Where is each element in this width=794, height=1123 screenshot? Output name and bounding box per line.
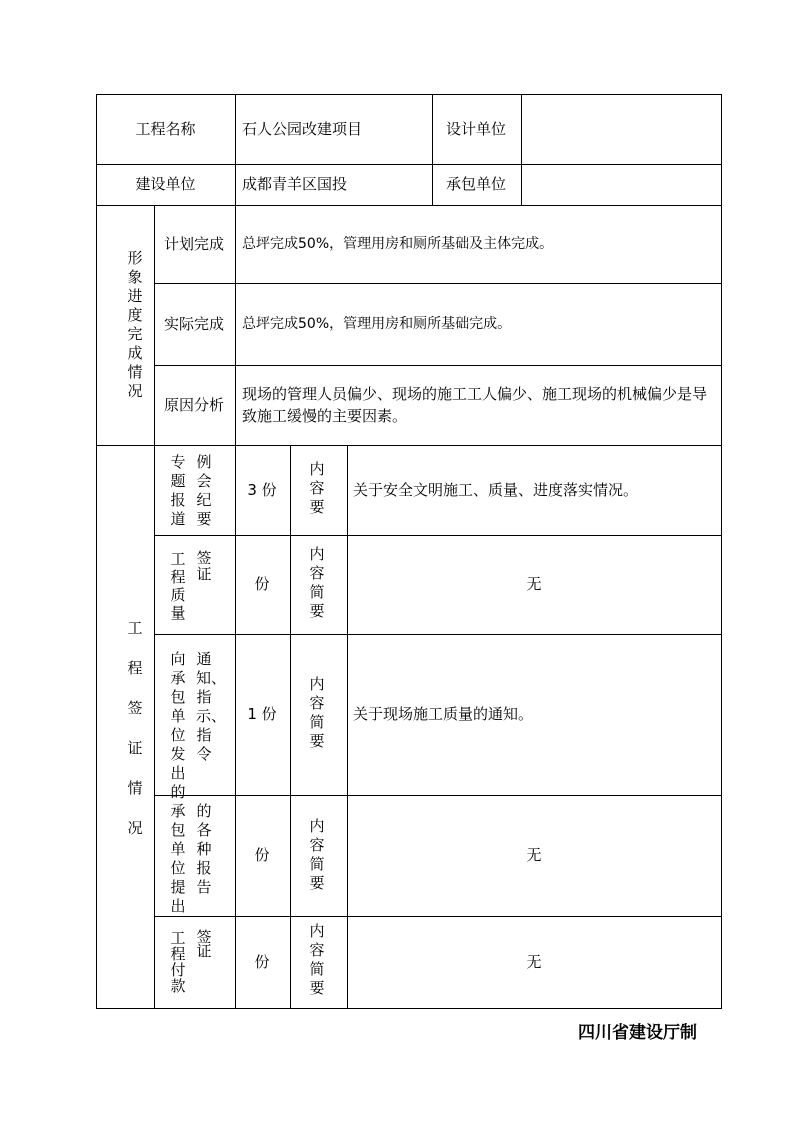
visa-row-label-a: 承包单位提出 bbox=[170, 802, 186, 915]
issuer-footer: 四川省建设厅制 bbox=[578, 1023, 697, 1043]
visa-row-label-b: 通知、指示、指令 bbox=[196, 650, 227, 763]
visa-row-content: 关于现场施工质量的通知。 bbox=[353, 705, 534, 723]
visa-row-label-a: 向承包单位发出的 bbox=[170, 650, 186, 801]
visa-row-count: 份 bbox=[254, 953, 270, 971]
col-divider bbox=[290, 445, 291, 1008]
planned-value: 总坪完成50%，管理用房和厕所基础及主体完成。 bbox=[242, 235, 554, 252]
visa-row-summary-label: 内容简要 bbox=[309, 675, 325, 750]
visa-row-content: 关于安全文明施工、质量、进度落实情况。 bbox=[353, 480, 639, 499]
planned-label: 计划完成 bbox=[163, 234, 224, 253]
visa-row-label-a: 专题报道 bbox=[170, 453, 186, 528]
visa-row-count: 份 bbox=[254, 575, 270, 593]
reason-value: 现场的管理人员偏少、现场的施工工人偏少、施工现场的机械偏少是导致施工缓慢的主要因素。 bbox=[242, 384, 708, 425]
actual-label: 实际完成 bbox=[163, 314, 224, 333]
visa-section-label: 工程签证情况 bbox=[127, 619, 143, 837]
visa-row-summary-label: 内容要 bbox=[309, 460, 325, 516]
visa-row-summary-label: 内容简要 bbox=[309, 545, 325, 620]
visa-row-label-a: 工程付款 bbox=[170, 929, 186, 995]
builder-label: 建设单位 bbox=[135, 175, 196, 193]
visa-row-summary-label: 内容简要 bbox=[309, 817, 325, 892]
visa-row-summary-label: 内容简要 bbox=[309, 922, 325, 997]
visa-row-label-b: 例会纪要 bbox=[196, 453, 212, 528]
visa-row-content: 无 bbox=[526, 846, 542, 864]
visa-row-label-b: 的各种报告 bbox=[196, 802, 212, 896]
contractor-label: 承包单位 bbox=[445, 175, 506, 193]
col-divider bbox=[235, 95, 236, 205]
visa-row-count: 份 bbox=[254, 846, 270, 864]
reason-label: 原因分析 bbox=[163, 395, 224, 414]
visa-row-label-b: 签 证 bbox=[196, 928, 212, 960]
visa-row-label-b: 签 证 bbox=[196, 549, 212, 583]
project-name-value: 石人公园改建项目 bbox=[242, 120, 363, 138]
actual-value: 总坪完成50%，管理用房和厕所基础完成。 bbox=[242, 315, 512, 332]
progress-section-label: 形象进度完成情况 bbox=[127, 249, 143, 400]
builder-value: 成都青羊区国投 bbox=[242, 175, 348, 193]
visa-row-label-a: 工程质量 bbox=[170, 550, 186, 622]
project-name-label: 工程名称 bbox=[135, 120, 196, 138]
visa-row-count: 3 份 bbox=[247, 480, 277, 499]
visa-row-content: 无 bbox=[526, 575, 542, 593]
visa-row-count: 1 份 bbox=[247, 705, 277, 723]
design-unit-label: 设计单位 bbox=[445, 120, 506, 138]
visa-row-content: 无 bbox=[526, 953, 542, 971]
col-divider bbox=[521, 95, 522, 205]
